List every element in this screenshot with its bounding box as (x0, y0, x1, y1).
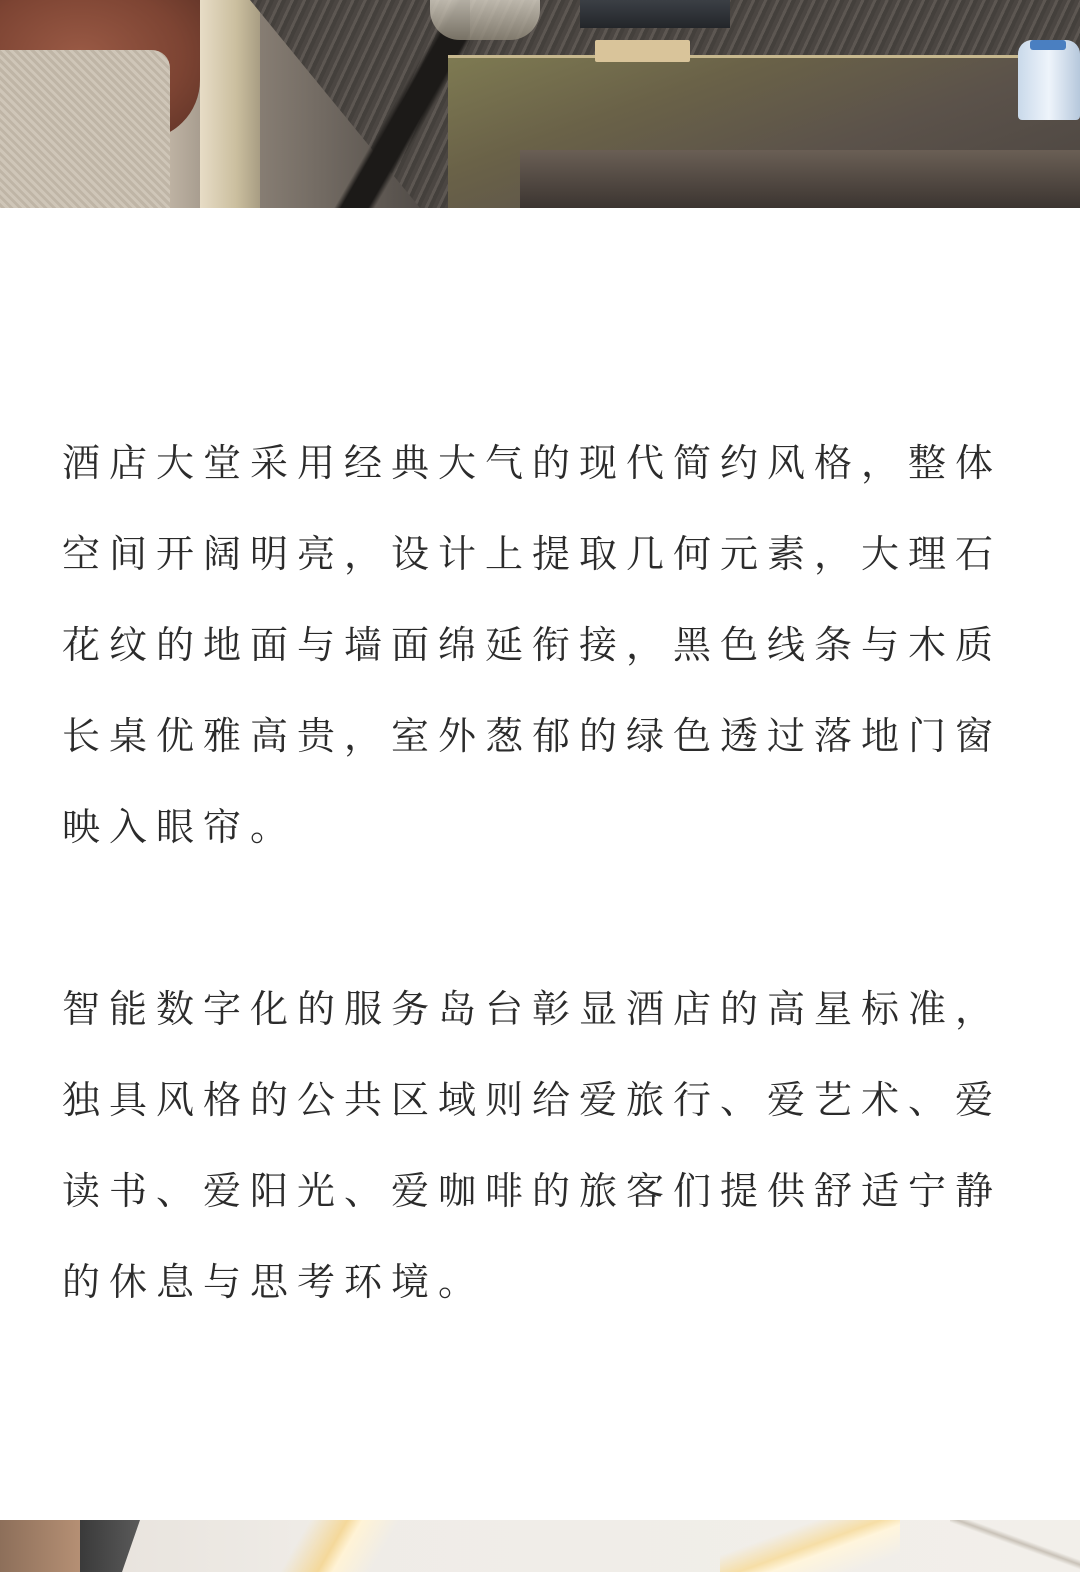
article-body (62, 418, 1022, 1328)
lobby-photo-top (0, 0, 1080, 208)
interior-photo-bottom (0, 1520, 1080, 1572)
paragraph-service-description: 智能数字化的服务岛台彰显酒店的高星标准，独具风格的公共区域则给爱旅行、爱艺术、爱读书、爱阳光、爱咖啡的旅客们提供舒适宁静的休息与思考环境。 (62, 987, 1003, 1304)
paragraph-lobby-description: 酒店大堂采用经典大气的现代简约风格，整体空间开阔明亮，设计上提取几何元素，大理石花纹的地面与墙面绵延衔接，黑色线条与木质长桌优雅高贵，室外葱郁的绿色透过落地门窗映入眼帘。 (62, 441, 1003, 849)
